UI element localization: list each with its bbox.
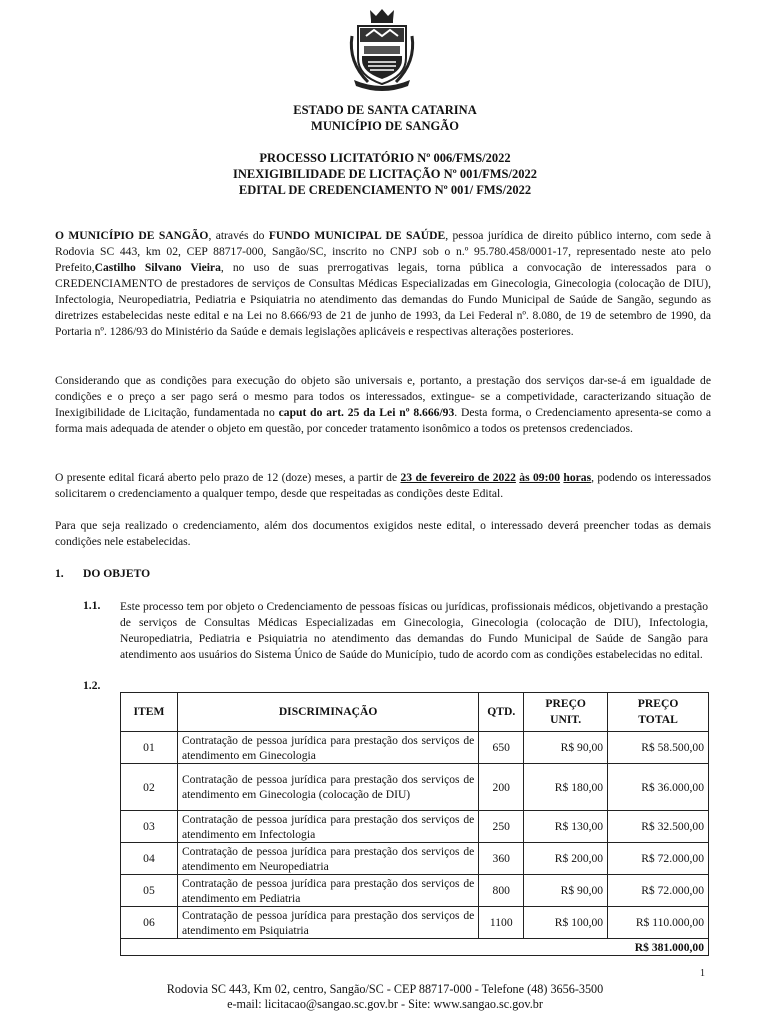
subsection-1-2-number: 1.2. <box>83 679 101 692</box>
col-header-total-price: PREÇO TOTAL <box>608 693 709 732</box>
intro-paragraph: O MUNICÍPIO DE SANGÃO, através do FUNDO MUNICIPAL DE SAÚDE, pessoa jurídica de direito público interno, com sede à Rodovia SC 443, km 02, CEP 88717-000, Sangão/SC, inscrito no CNPJ sob o n.º 95.780.458/0001-17, representado neste ato pelo Prefeito,Castilho Silvano Vieira, no uso de suas prerrogativas legais, torna pública a convocação de interessados para o CREDENCIAMENTO de prestadores de serviços de Consultas Médicas Especializadas em Ginecologia, Ginecologia (colocação de DIU), Infectologia, Neuropediatria, Pediatria e Psiquiatria no atendimento das demandas do Fundo Municipal de Saúde de Sangão, segundo as diretrizes estabelecidas neste edital e na Lei no 8.666/93 de 21 de junho de 1993, da Lei Federal nº. 8.080, de 19 de setembro de 1990, da Portaria nº. 1286/93 do Ministério da Saúde e demais legislações aplicáveis e respectivas alterações posteriores. <box>55 229 711 338</box>
header-process: PROCESSO LICITATÓRIO Nº 006/FMS/2022 <box>259 151 511 165</box>
opening-paragraph: O presente edital ficará aberto pelo prazo de 12 (doze) meses, a partir de 23 de fevereiro de 2022 às 09:00 horas, podendo os interessados solicitarem o credenciamento a qualquer tempo, desde que respeitadas as condições deste Edital. <box>55 471 712 500</box>
table-header-row <box>121 693 709 732</box>
table-row: 01 Contratação de pessoa jurídica para prestação dos serviços de atendimento em Ginecologia 650 R$ 90,00 R$ 58.500,00 <box>121 732 709 764</box>
subsection-1-1-text: Este processo tem por objeto o Credenciamento de pessoas físicas ou jurídicas, profissionais médicos, objetivando a prestação de serviços de Consultas Médicas Especializadas em Ginecologia, Ginecologia (colocação de DIU), Infectologia, Neuropediatria, Pediatria e Psiquiatria no atendimento das demandas do Fundo Municipal de Saúde de Sangão para atendimento aos usuários do Sistema Único de Saúde do Município, tudo de acordo com as condições estabelecidas no edital. <box>120 600 708 661</box>
footer-contact: e-mail: licitacao@sangao.sc.gov.br - Site: www.sangao.sc.gov.br <box>227 997 543 1011</box>
col-header-unit-price: PREÇO UNIT. <box>524 693 608 732</box>
page-number: 1 <box>700 968 705 979</box>
col-header-qty: QTD. <box>479 693 524 732</box>
grand-total: R$ 381.000,00 <box>121 939 709 956</box>
section-1-title: DO OBJETO <box>83 567 151 580</box>
header-edital: EDITAL DE CREDENCIAMENTO Nº 001/ FMS/2022 <box>238 183 532 197</box>
section-1-number: 1. <box>55 567 64 580</box>
table-row: 02 Contratação de pessoa jurídica para prestação dos serviços de atendimento em Ginecologia (colocação de DIU) 200 R$ 180,00 R$ 36.000,00 <box>121 764 709 811</box>
header-municipality: MUNICÍPIO DE SANGÃO <box>311 119 459 133</box>
requirements-paragraph: Para que seja realizado o credenciamento, além dos documentos exigidos neste edital, o interessado deverá preencher todas as demais condições nele estabelecidas. <box>55 519 711 548</box>
header-inexigibility: INEXIGIBILIDADE DE LICITAÇÃO Nº 001/FMS/2022 <box>233 167 537 181</box>
subsection-1-1-number: 1.1. <box>83 599 101 612</box>
col-header-item: ITEM <box>121 693 178 732</box>
col-header-description: DISCRIMINAÇÃO <box>177 693 478 732</box>
footer-address: Rodovia SC 443, Km 02, centro, Sangão/SC - CEP 88717-000 - Telefone (48) 3656-3500 <box>166 982 604 996</box>
considering-paragraph: Considerando que as condições para execução do objeto são universais e, portanto, a prestação dos serviços dar-se-á em igualdade de condições e o preço a ser pago será o mesmo para todos os interessados, extingue- se a competividade, caracterizando situação de Inexigibilidade de Licitação, fundamentada no caput do art. 25 da Lei nº 8.666/93. Desta forma, o Credenciamento apresenta-se como a forma mais adequada de atender o objeto em questão, por conceder tratamento isonômico a todos os pretensos credenciados. <box>55 374 711 435</box>
table-row: 04 Contratação de pessoa jurídica para prestação dos serviços de atendimento em Neuropediatria 360 R$ 200,00 R$ 72.000,00 <box>121 843 709 875</box>
table-total-row <box>121 939 709 956</box>
services-table <box>120 692 709 956</box>
table-row: 03 Contratação de pessoa jurídica para prestação dos serviços de atendimento em Infectologia 250 R$ 130,00 R$ 32.500,00 <box>121 811 709 843</box>
municipal-coat-of-arms <box>344 6 420 92</box>
table-row: 06 Contratação de pessoa jurídica para prestação dos serviços de atendimento em Psiquiatria 1100 R$ 100,00 R$ 110.000,00 <box>121 907 709 939</box>
header-state: ESTADO DE SANTA CATARINA <box>293 103 477 117</box>
table-row: 05 Contratação de pessoa jurídica para prestação dos serviços de atendimento em Pediatria 800 R$ 90,00 R$ 72.000,00 <box>121 875 709 907</box>
